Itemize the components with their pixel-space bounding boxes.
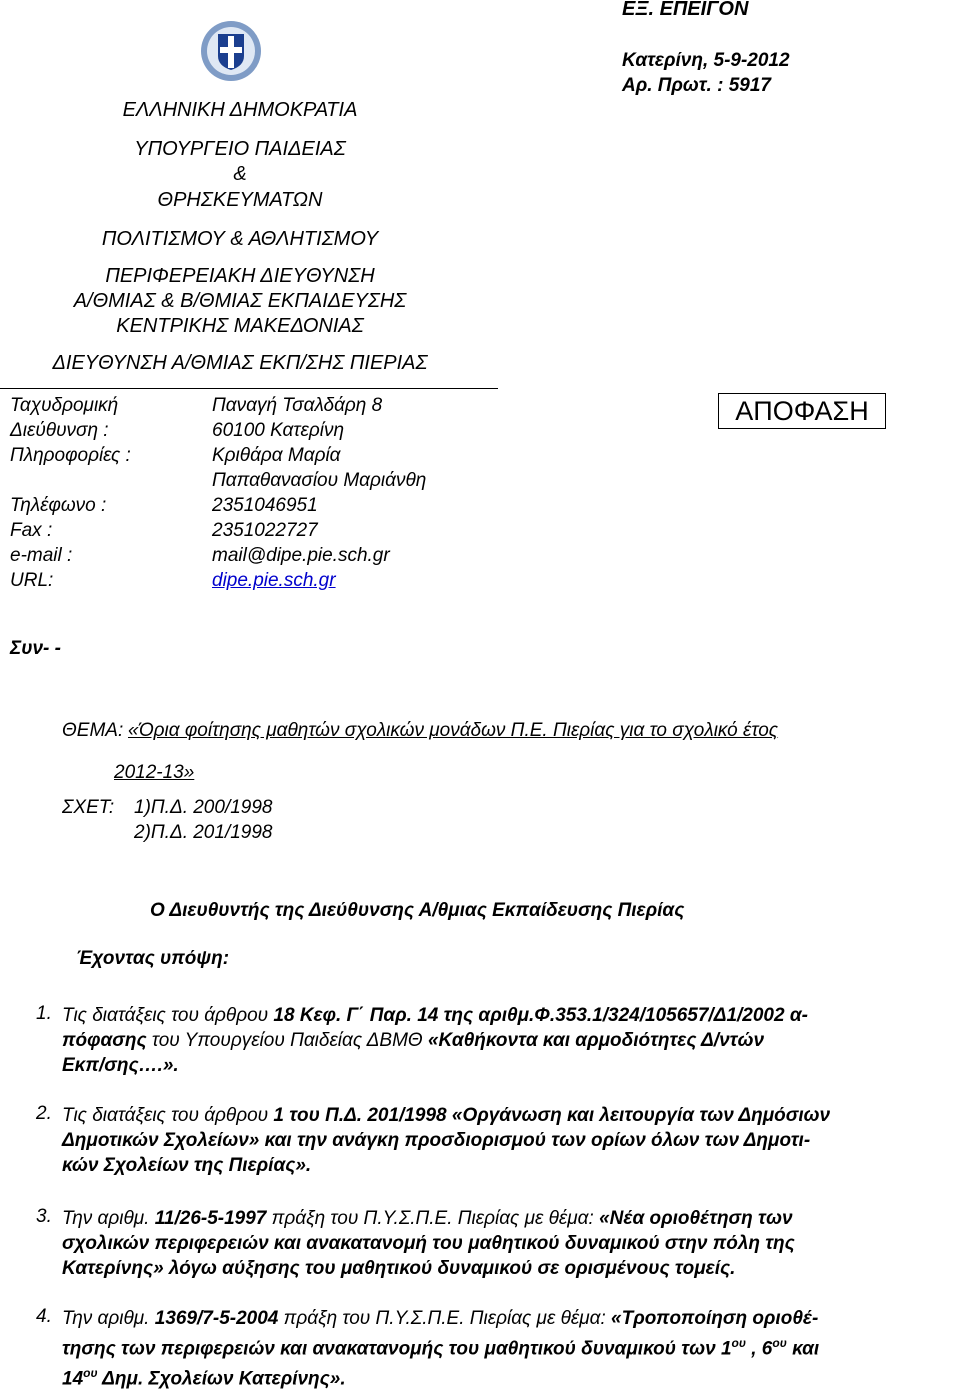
info-label: Πληροφορίες : <box>10 445 131 466</box>
document-date: Κατερίνη, 5-9-2012 <box>622 50 790 71</box>
fax-label: Fax : <box>10 520 53 541</box>
header-divider <box>0 388 498 389</box>
header-culture: ΠΟΛΙΤΙΣΜΟΥ & ΑΘΛΗΤΙΣΜΟΥ <box>101 228 379 250</box>
director-heading: Ο Διευθυντής της Διεύθυνσης Α/θμιας Εκπαίδευσης Πιερίας <box>150 900 685 921</box>
list-item: Τις διατάξεις του άρθρου 18 Κεφ. Γ΄ Παρ. 14 της αριθμ.Φ.353.1/324/105657/Δ1/2002 α- πόφασης του Υπουργείου Παιδείας ΔΒΜΘ «Καθήκοντα και αρμοδιότητες Δ/ντών Εκπ/σης….». <box>62 1005 808 1076</box>
url-link[interactable]: dipe.pie.sch.gr <box>212 570 336 591</box>
protocol-number: Αρ. Πρωτ. : 5917 <box>622 75 771 96</box>
subject-label: ΘΕΜΑ: <box>62 720 124 741</box>
info-value-2: Παπαθανασίου Μαριάνθη <box>212 470 427 491</box>
related-item-1: 1)Π.Δ. 200/1998 <box>134 797 273 818</box>
postal-value-2: 60100 Κατερίνη <box>212 420 344 441</box>
considering-label: Έχοντας υπόψη: <box>76 948 230 969</box>
url-label: URL: <box>10 570 54 591</box>
info-value-1: Κριθάρα Μαρία <box>212 445 341 466</box>
subject-text-line2: 2012-13» <box>114 762 195 783</box>
header-regional: ΠΕΡΙΦΕΡΕΙΑΚΗ ΔΙΕΥΘΥΝΣΗ <box>105 265 375 287</box>
fax-value: 2351022727 <box>212 520 318 541</box>
urgency-label: ΕΞ. ΕΠΕΙΓΟΝ <box>622 0 749 20</box>
related-item-2: 2)Π.Δ. 201/1998 <box>134 822 273 843</box>
list-item: Τις διατάξεις του άρθρου 1 του Π.Δ. 201/1998 «Οργάνωση και λειτουργία των Δημόσιων Δημοτικών Σχολείων» και την ανάγκη προσδιορισμού των ορίων όλων των Δημοτι- κών Σχολείων της Πιερίας». <box>62 1105 831 1176</box>
email-value[interactable]: mail@dipe.pie.sch.gr <box>212 545 390 566</box>
postal-label-2: Διεύθυνση : <box>10 420 109 441</box>
header-religion: ΘΡΗΣΚΕΥΜΑΤΩΝ <box>157 189 323 211</box>
header-directorate: ΔΙΕΥΘΥΝΣΗ Α/ΘΜΙΑΣ ΕΚΠ/ΣΗΣ ΠΙΕΡΙΑΣ <box>52 352 428 374</box>
header-ministry: ΥΠΟΥΡΓΕΙΟ ΠΑΙΔΕΙΑΣ <box>134 138 346 160</box>
related-label: ΣΧΕΤ: <box>62 797 115 818</box>
header-education: Α/ΘΜΙΑΣ & Β/ΘΜΙΑΣ ΕΚΠΑΙΔΕΥΣΗΣ <box>73 290 407 312</box>
phone-label: Τηλέφωνο : <box>10 495 107 516</box>
postal-value-1: Παναγή Τσαλδάρη 8 <box>212 395 383 416</box>
header-ampersand: & <box>233 163 247 185</box>
item-number: 3. <box>36 1206 52 1227</box>
postal-label-1: Ταχυδρομική <box>10 395 119 416</box>
list-item: Την αριθμ. 11/26-5-1997 πράξη του Π.Υ.Σ.Π.Ε. Πιερίας με θέμα: «Νέα οριοθέτηση των σχολικών περιφερειών και ανακατανομή του μαθητικού δυναμικού στην πόλη της Κατερίνης» λόγω αύξησης του μαθητικού δυναμικού σε ορισμένους τομείς. <box>62 1208 795 1279</box>
phone-value: 2351046951 <box>212 495 318 516</box>
item-number: 4. <box>36 1306 52 1327</box>
decision-box: ΑΠΟΦΑΣΗ <box>718 393 886 429</box>
subject-text-line1: «Όρια φοίτησης μαθητών σχολικών μονάδων Π.Ε. Πιερίας για το σχολικό έτος <box>128 720 779 741</box>
item-number: 2. <box>36 1103 52 1124</box>
email-label: e-mail : <box>10 545 73 566</box>
header-macedonia: ΚΕΝΤΡΙΚΗΣ ΜΑΚΕΔΟΝΙΑΣ <box>116 315 364 337</box>
greek-emblem-icon <box>200 20 262 82</box>
header-republic: ΕΛΛΗΝΙΚΗ ΔΗΜΟΚΡΑΤΙΑ <box>122 99 358 121</box>
item-number: 1. <box>36 1003 52 1024</box>
list-item: Την αριθμ. 1369/7-5-2004 πράξη του Π.Υ.Σ.Π.Ε. Πιερίας με θέμα: «Τροποποίηση οριοθέ- τησης των περιφερειών και ανακατανομής του μαθητικού δυναμικού των $1^{o\upsilon}$ , $6^{o\upsilon}$ και $14^{o\upsilon}$ Δημ. Σχολείων Κατερίνης». <box>62 1308 820 1390</box>
cosigner-label: Συν- - <box>10 638 61 659</box>
